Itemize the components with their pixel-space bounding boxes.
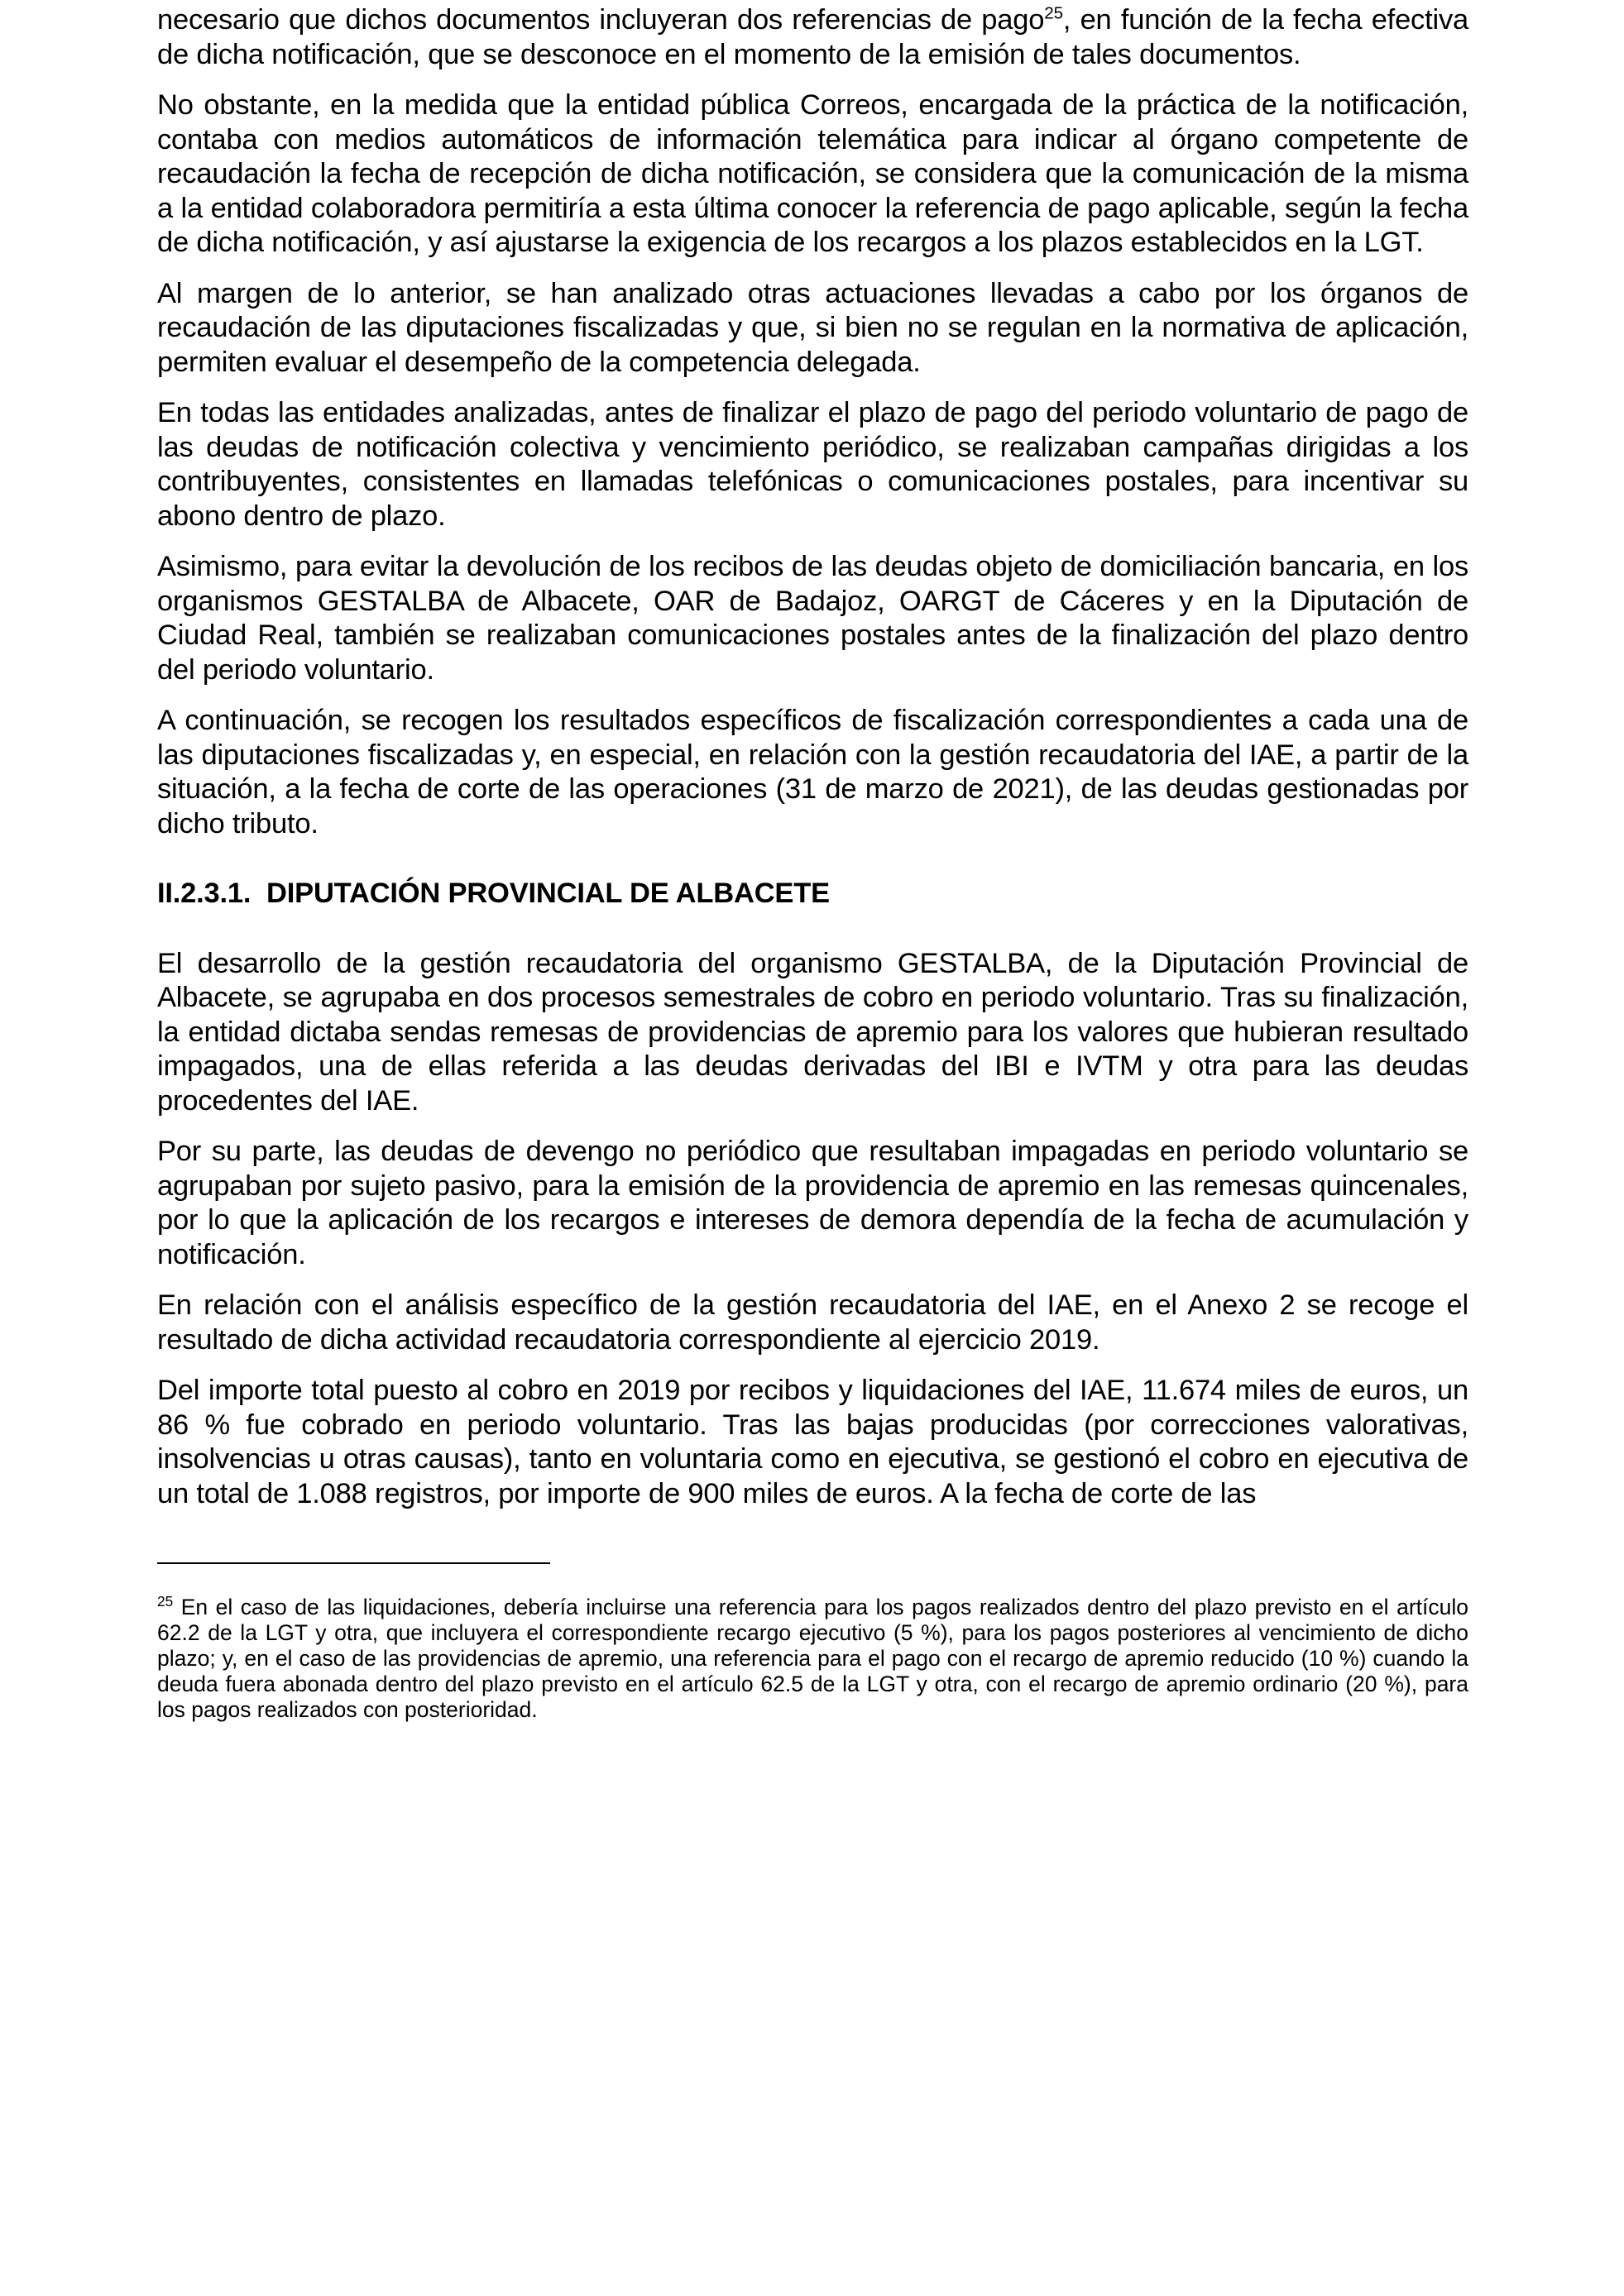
paragraph-2: No obstante, en la medida que la entidad pública Correos, encargada de la práctica de la notificación, contaba con medios automáticos de información telemática para indicar al órgano competente de recaudación la fecha de recepción de dicha notificación, se considera que la comunicación de la misma a la entidad colaboradora permitiría a esta última conocer la referencia de pago aplicable, según la fecha de dicha notificación, y así ajustarse la exigencia de los recargos a los plazos establecidos en la LGT.	[157, 89, 1468, 258]
footnote-reference[interactable]: 25	[1044, 3, 1063, 23]
paragraph-4: En todas las entidades analizadas, antes de finalizar el plazo de pago del periodo voluntario de pago de las deudas de notificación colectiva y vencimiento periódico, se realizaban campañas dirigidas a los contribuyentes, consistentes en llamadas telefónicas o comunicaciones postales, para incentivar su abono dentro de plazo.	[157, 397, 1468, 532]
paragraph-8: Por su parte, las deudas de devengo no periódico que resultaban impagadas en periodo voluntario se agrupaban por sujeto pasivo, para la emisión de la providencia de apremio en las remesas quincenales, por lo que la aplicación de los recargos e intereses de demora dependía de la fecha de acumulación y notificación.	[157, 1136, 1468, 1270]
footnote-number: 25	[157, 1593, 174, 1610]
paragraph-5: Asimismo, para evitar la devolución de los recibos de las deudas objeto de domiciliación bancaria, en los organismos GESTALBA de Albacete, OAR de Badajoz, OARGT de Cáceres y en la Diputación de Ciudad Real, también se realizaban comunicaciones postales antes de la finalización del plazo dentro del periodo voluntario.	[157, 551, 1468, 686]
section-heading: II.2.3.1. DIPUTACIÓN PROVINCIAL DE ALBACETE	[157, 878, 830, 909]
paragraph-9: En relación con el análisis específico de la gestión recaudatoria del IAE, en el Anexo 2 se recoge el resultado de dicha actividad recaudatoria correspondiente al ejercicio 2019.	[157, 1289, 1468, 1356]
paragraph-1: necesario que dichos documentos incluyeran dos referencias de pago$^{25}$, en función de la fecha efectiva de dicha notificación, que se desconoce en el momento de la emisión de tales documentos.	[157, 3, 1468, 70]
paragraph-3: Al margen de lo anterior, se han analizado otras actuaciones llevadas a cabo por los órganos de recaudación de las diputaciones fiscalizadas y que, si bien no se regulan en la normativa de aplicación, permiten evaluar el desempeño de la competencia delegada.	[157, 277, 1468, 378]
footnote: $^{25}$ En el caso de las liquidaciones, debería incluirse una referencia para los pagos realizados dentro del plazo previsto en el artículo 62.2 de la LGT y otra, que incluyera el correspondiente recargo ejecutivo (5 %), para los pagos posteriores al vencimiento de dicho plazo; y, en el caso de las providencias de apremio, una referencia para el pago con el recargo de apremio reducido (10 %) cuando la deuda fuera abonada dentro del plazo previsto en el artículo 62.5 de la LGT y otra, con el recargo de apremio ordinario (20 %), para los pagos realizados con posterioridad.	[157, 1593, 1468, 1722]
paragraph-6: A continuación, se recogen los resultados específicos de fiscalización correspondientes a cada una de las diputaciones fiscalizadas y, en especial, en relación con la gestión recaudatoria del IAE, a partir de la situación, a la fecha de corte de las operaciones (31 de marzo de 2021), de las deudas gestionadas por dicho tributo.	[157, 705, 1468, 839]
paragraph-7: El desarrollo de la gestión recaudatoria del organismo GESTALBA, de la Diputación Provincial de Albacete, se agrupaba en dos procesos semestrales de cobro en periodo voluntario. Tras su finalización, la entidad dictaba sendas remesas de providencias de apremio para los valores que hubieran resultado impagados, una de ellas referida a las deudas derivadas del IBI e IVTM y otra para las deudas procedentes del IAE.	[157, 947, 1468, 1117]
footnote-divider	[157, 1562, 550, 1564]
paragraph-10: Del importe total puesto al cobro en 2019 por recibos y liquidaciones del IAE, 11.674 miles de euros, un 86 % fue cobrado en periodo voluntario. Tras las bajas producidas (por correcciones valorativas, insolvencias u otras causas), tanto en voluntaria como en ejecutiva, se gestionó el cobro en ejecutiva de un total de 1.088 registros, por importe de 900 miles de euros. A la fecha de corte de las	[157, 1375, 1468, 1509]
